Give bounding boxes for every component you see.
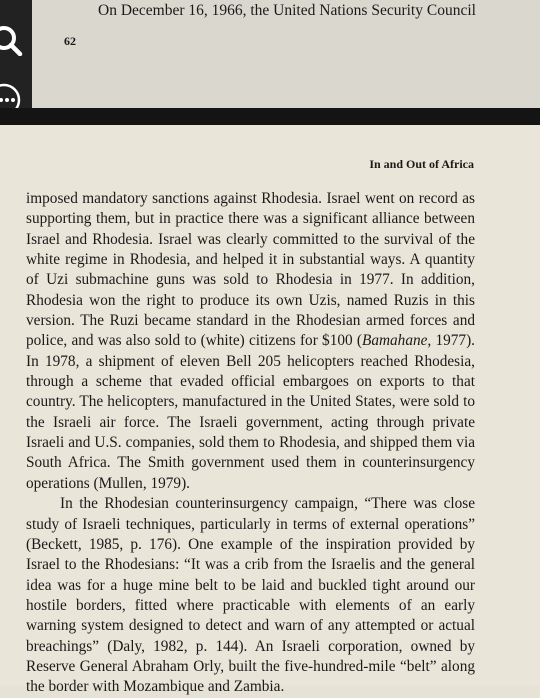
paragraph-2: In the Rhodesian counterinsurgency campaign, “There was close study of Israeli techniques, particularly in terms of external operations” (Beckett, 1985, p. 176). One example of the inspiration provided by Israel to the Rhodesians: “It was a crib from the Israelis and the general idea was for a huge mine belt to be laid and buckled tight around our hostile borders, fitted where practicable with elements of an early warning system designed to detect and warn of any attempted or actual breachings” (Daly, 1982, p. 144). An Israeli corporation, owned by Reserve General Abraham Orly, built the five-hundred-mile “belt” along the border with Mozambique and Zambia. <box>26 495 475 696</box>
paragraph-1 <box>26 189 475 494</box>
citation-italic: Bamahane, <box>361 332 432 350</box>
previous-page-text: On December 16, 1966, the United Nations Security Council <box>98 2 476 19</box>
paragraph-1-text-b: 1977). In 1978, a shipment of eleven Bell 205 helicopters reached Rhodesia, through a scheme that evaded official embargoes on exports to that country. The helicopters, manufactured in the United States, were sold to the Israeli air force. The Israeli government, acting through private Israeli and U.S. companies, sold them to Rhodesia, and shipped them via South Africa. The Smith government used them in counterinsurgency operations (Mullen, 1979). <box>26 332 475 492</box>
body-text <box>26 189 475 698</box>
paragraph-1-text-a: imposed mandatory sanctions against Rhodesia. Israel went on record as supporting them, but in practice there was a significant alliance between Israel and Rhodesia. Israel was clearly committed to the survival of the white regime in Rhodesia, and helped it in substantial ways. A quantity of Uzi submachine guns was sold to Rhodesia in 1977. In addition, Rhodesia won the right to produce its own Uzis, named Ruzis in this version. The Ruzi became standard in the Rhodesian armed forces and police, and was also sold to (white) citizens for $100 ( <box>26 190 475 350</box>
running-head: In and Out of Africa <box>369 157 474 171</box>
search-icon[interactable] <box>0 22 32 58</box>
page-number: 62 <box>64 34 76 48</box>
page-separator <box>0 108 540 125</box>
